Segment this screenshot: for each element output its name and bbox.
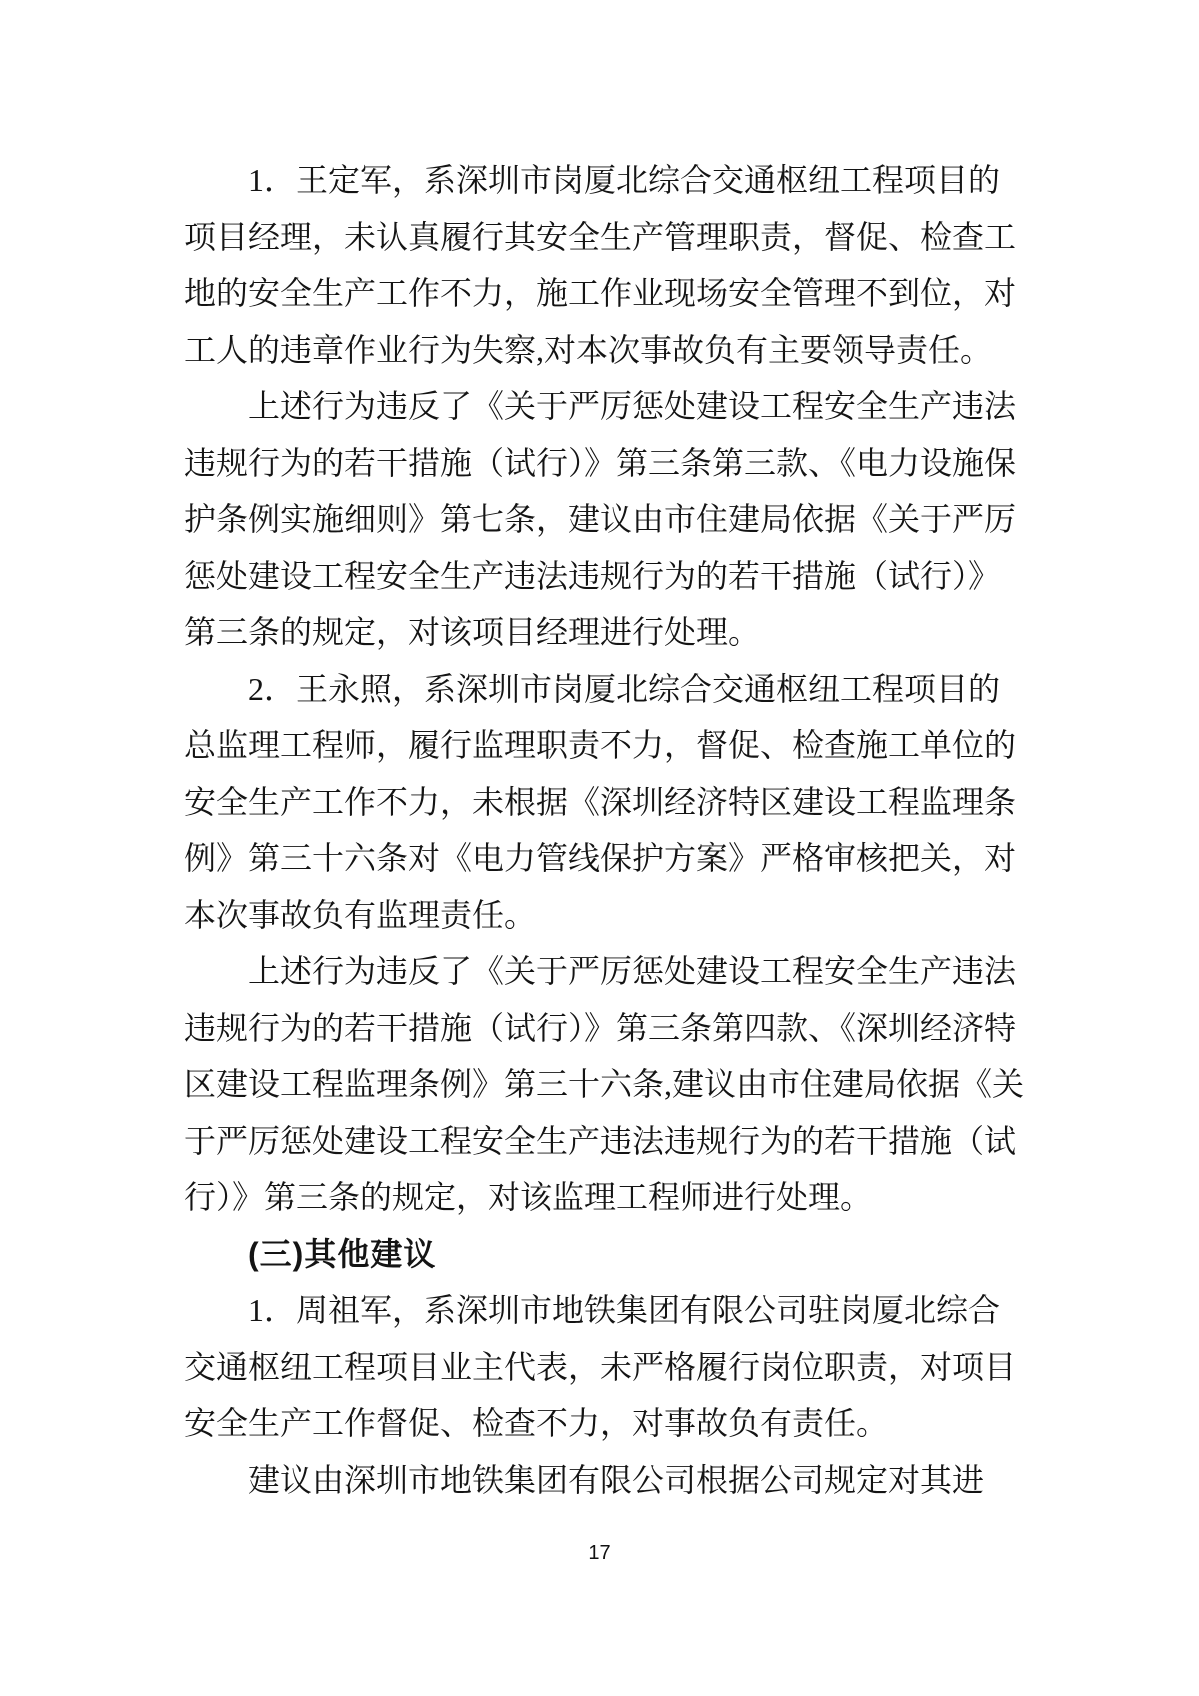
text-line: 安全生产工作督促、检查不力，对事故负有责任。 <box>184 1405 889 1441</box>
text-line: 违规行为的若干措施（试行）》第三条第四款、《深圳经济特 <box>184 1009 1017 1046</box>
text-line: 本次事故负有监理责任。 <box>184 896 537 933</box>
text-line: 安全生产工作不力，未根据《深圳经济特区建设工程监理条 <box>184 783 1017 820</box>
text-line: 1．周祖军，系深圳市地铁集团有限公司驻岗厦北综合 <box>248 1292 1001 1328</box>
text-line: 工人的违章作业行为失察,对本次事故负有主要领导责任。 <box>184 331 993 368</box>
text-line: 交通枢纽工程项目业主代表，未严格履行岗位职责，对项目 <box>184 1348 1017 1385</box>
text-line: 建议由深圳市地铁集团有限公司根据公司规定对其进 <box>248 1461 985 1498</box>
text-line: 违规行为的若干措施（试行）》第三条第三款、《电力设施保 <box>184 444 1017 481</box>
section-heading: (三)其他建议 <box>248 1235 437 1272</box>
text-line: 地的安全生产工作不力，施工作业现场安全管理不到位，对 <box>184 275 1017 311</box>
text-line: 于严厉惩处建设工程安全生产违法违规行为的若干措施（试 <box>184 1122 1017 1159</box>
text-line: 上述行为违反了《关于严厉惩处建设工程安全生产违法 <box>248 953 1017 989</box>
text-line: 2．王永照，系深圳市岗厦北综合交通枢纽工程项目的 <box>248 670 1001 707</box>
text-line: 区建设工程监理条例》第三十六条,建议由市住建局依据《关 <box>184 1066 1025 1102</box>
text-line: 行）》第三条的规定，对该监理工程师进行处理。 <box>184 1179 873 1215</box>
text-line: 例》第三十六条对《电力管线保护方案》严格审核把关，对 <box>184 840 1017 876</box>
text-line: 1．王定军，系深圳市岗厦北综合交通枢纽工程项目的 <box>248 162 1001 198</box>
text-line: 第三条的规定，对该项目经理进行处理。 <box>184 614 761 650</box>
document-body <box>184 152 1025 1508</box>
text-line: 上述行为违反了《关于严厉惩处建设工程安全生产违法 <box>248 388 1017 424</box>
text-line: 惩处建设工程安全生产违法违规行为的若干措施（试行）》 <box>184 557 1001 594</box>
text-line: 总监理工程师，履行监理职责不力，督促、检查施工单位的 <box>184 727 1017 763</box>
text-line: 护条例实施细则》第七条，建议由市住建局依据《关于严厉 <box>184 501 1017 537</box>
page-number: 17 <box>588 1542 611 1564</box>
text-line: 项目经理，未认真履行其安全生产管理职责，督促、检查工 <box>184 218 1017 255</box>
